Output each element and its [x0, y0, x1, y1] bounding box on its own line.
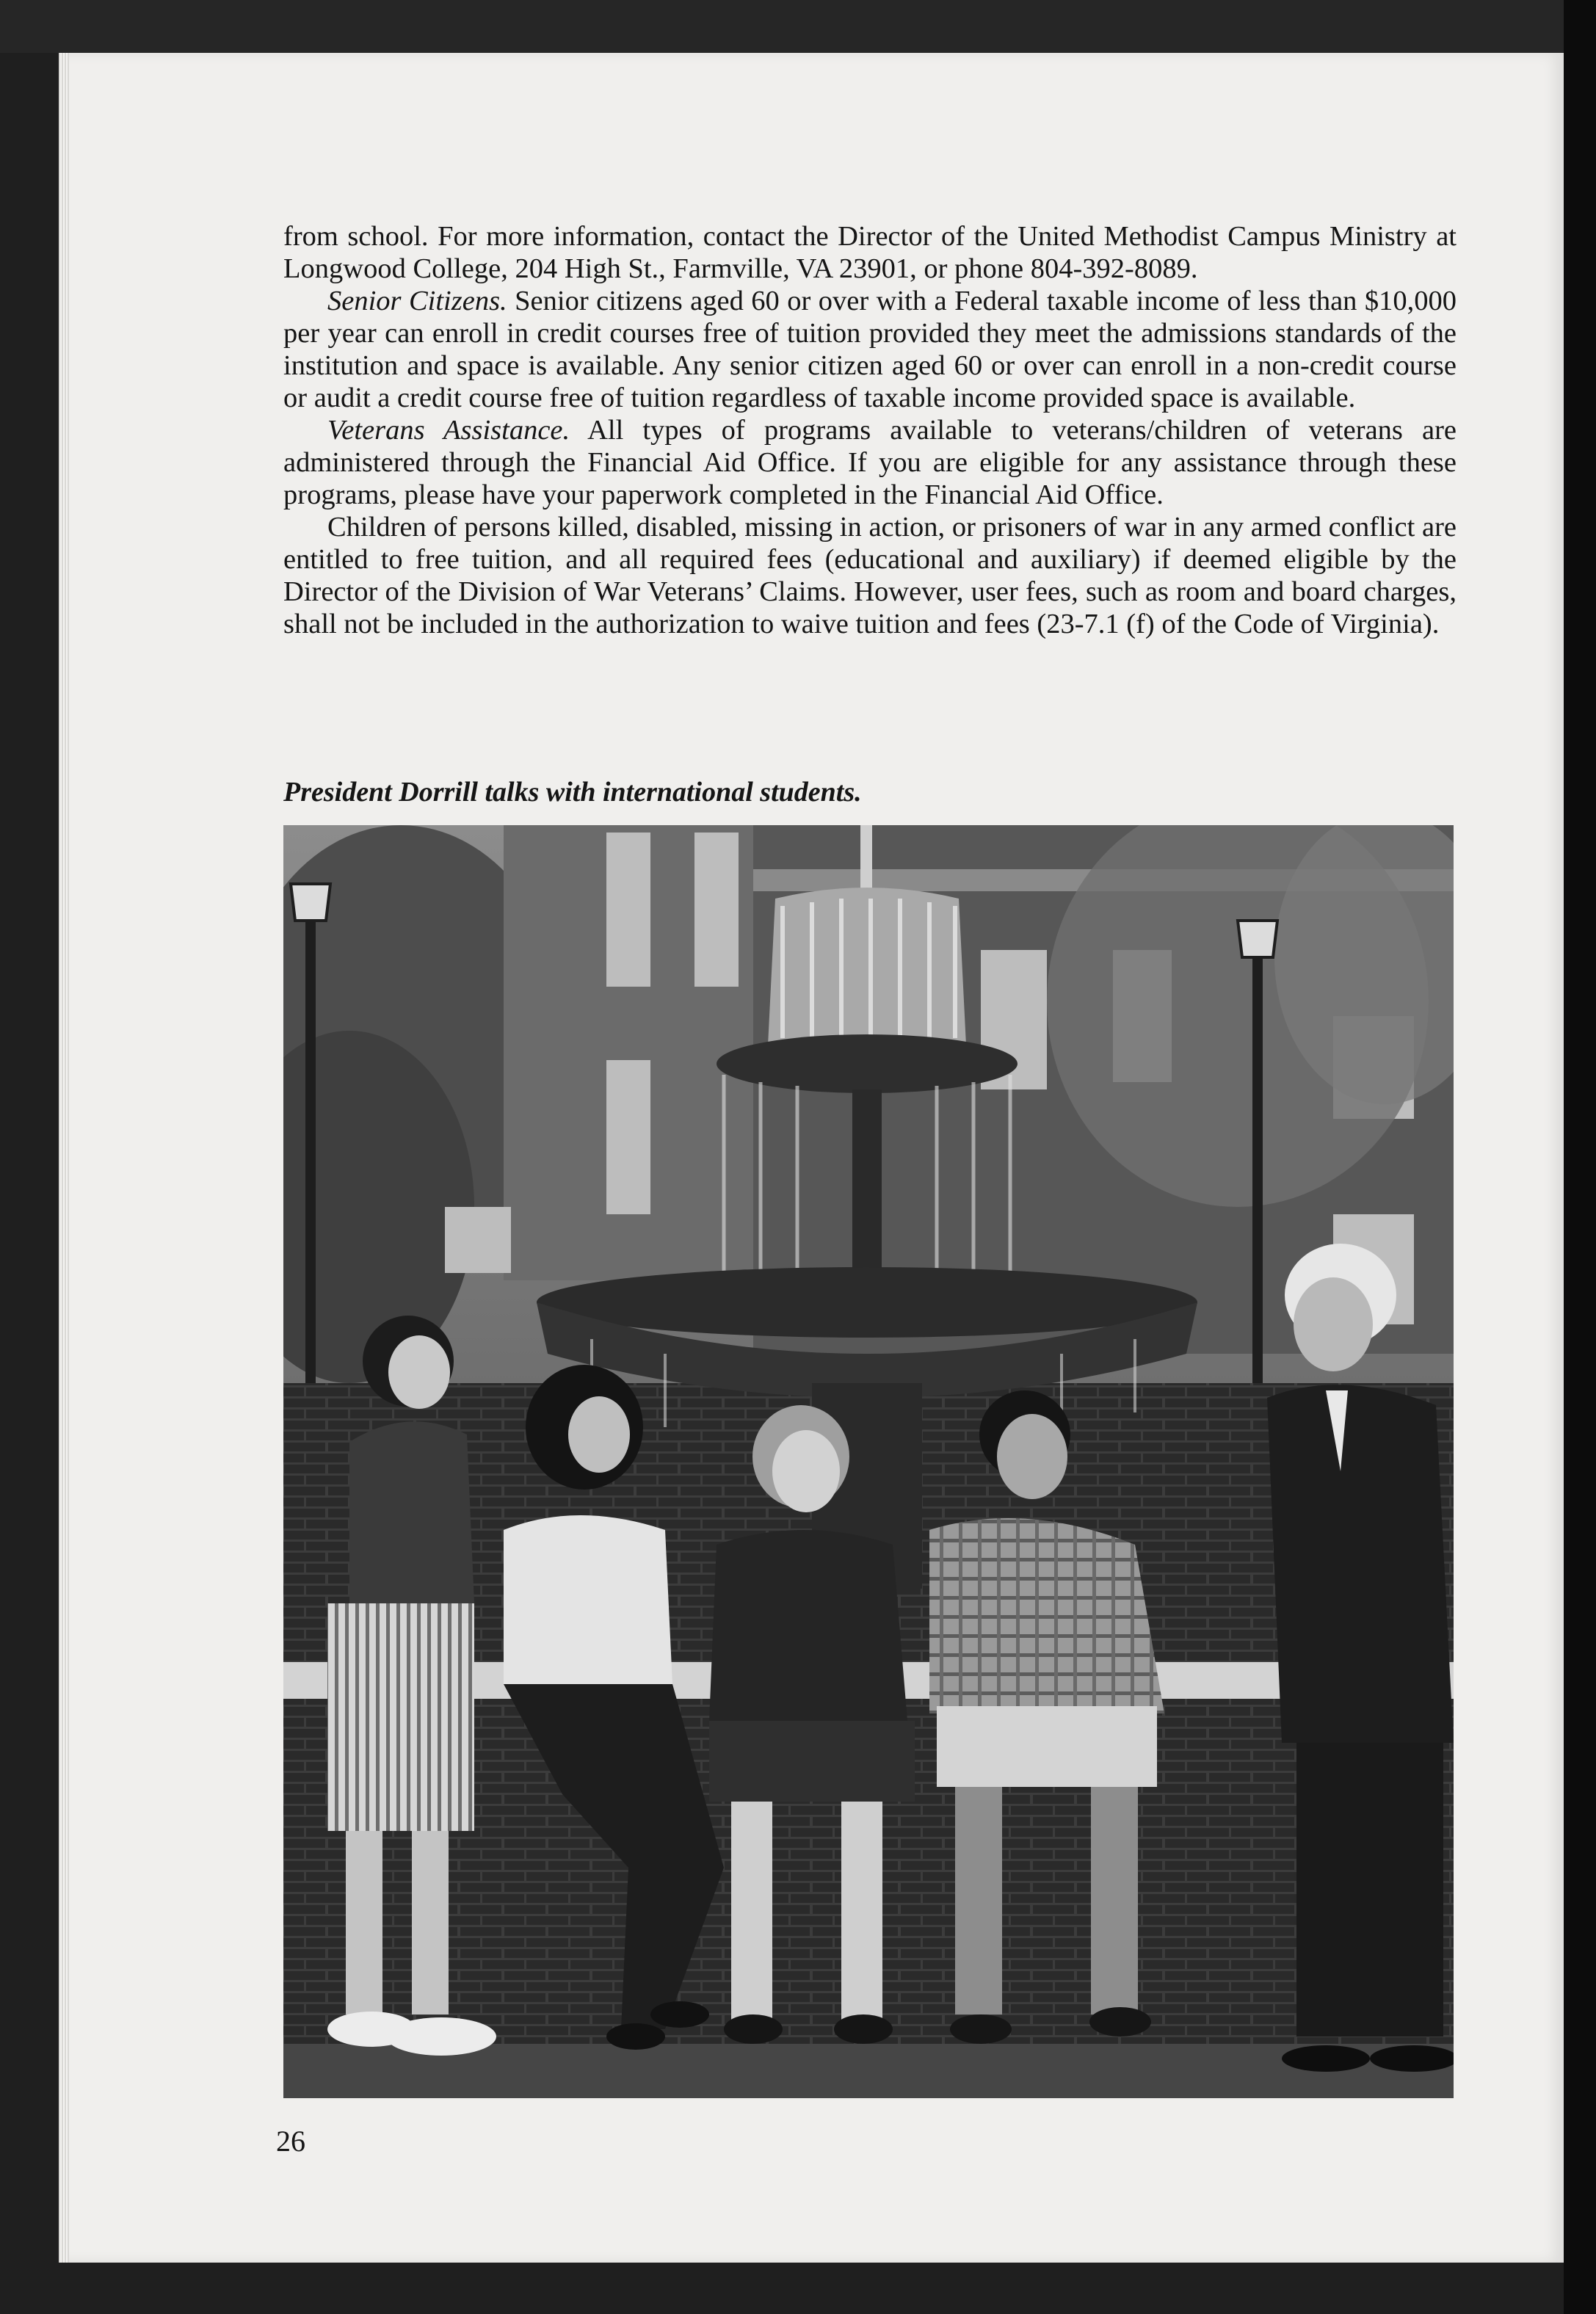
- photograph-fountain-group: [283, 825, 1454, 2098]
- photo-caption: President Dorrill talks with international students.: [283, 777, 862, 808]
- body-text: [283, 220, 1457, 640]
- paragraph-campus-ministry: [283, 220, 1457, 285]
- paragraph-veterans-assistance: [283, 414, 1457, 511]
- paragraph-text: Senior citizens aged 60 or over with a Federal taxable income of less than $10,000 per year can enroll in credit courses free of tuition provided they meet the admissions standards of the institution and space is available. Any senior citizen aged 60 or over can enroll in a non-credit course or audit a credit course free of tuition regardless of taxable income provided space is available.: [283, 286, 1457, 413]
- scan-background-top: [0, 0, 1596, 53]
- scan-background-right: [1564, 0, 1596, 2314]
- paragraph-lead: Senior Citizens.: [327, 286, 507, 316]
- paragraph-senior-citizens: [283, 285, 1457, 414]
- paragraph-text: from school. For more information, contact the Director of the United Methodist Campus Ministry at Longwood College, 204 High St., Farmville, VA 23901, or phone 804-392-8089.: [283, 221, 1457, 284]
- paragraph-text: All types of programs available to veterans/children of veterans are administered through the Financial Aid Office. If you are eligible for any assistance through these programs, please have your paperwork completed in the Financial Aid Office.: [283, 415, 1457, 510]
- paragraph-lead: Veterans Assistance.: [327, 415, 570, 446]
- page-number: 26: [276, 2125, 305, 2158]
- paragraph-pow-children: [283, 511, 1457, 640]
- paragraph-text: Children of persons killed, disabled, missing in action, or prisoners of war in any armed conflict are entitled to free tuition, and all required fees (educational and auxiliary) if deemed eligible by the Director of the Division of War Veterans’ Claims. However, user fees, such as room and board charges, shall not be included in the authorization to waive tuition and fees (23-7.1 (f) of the Code of Virginia).: [283, 512, 1457, 639]
- page-edge: [59, 53, 69, 2263]
